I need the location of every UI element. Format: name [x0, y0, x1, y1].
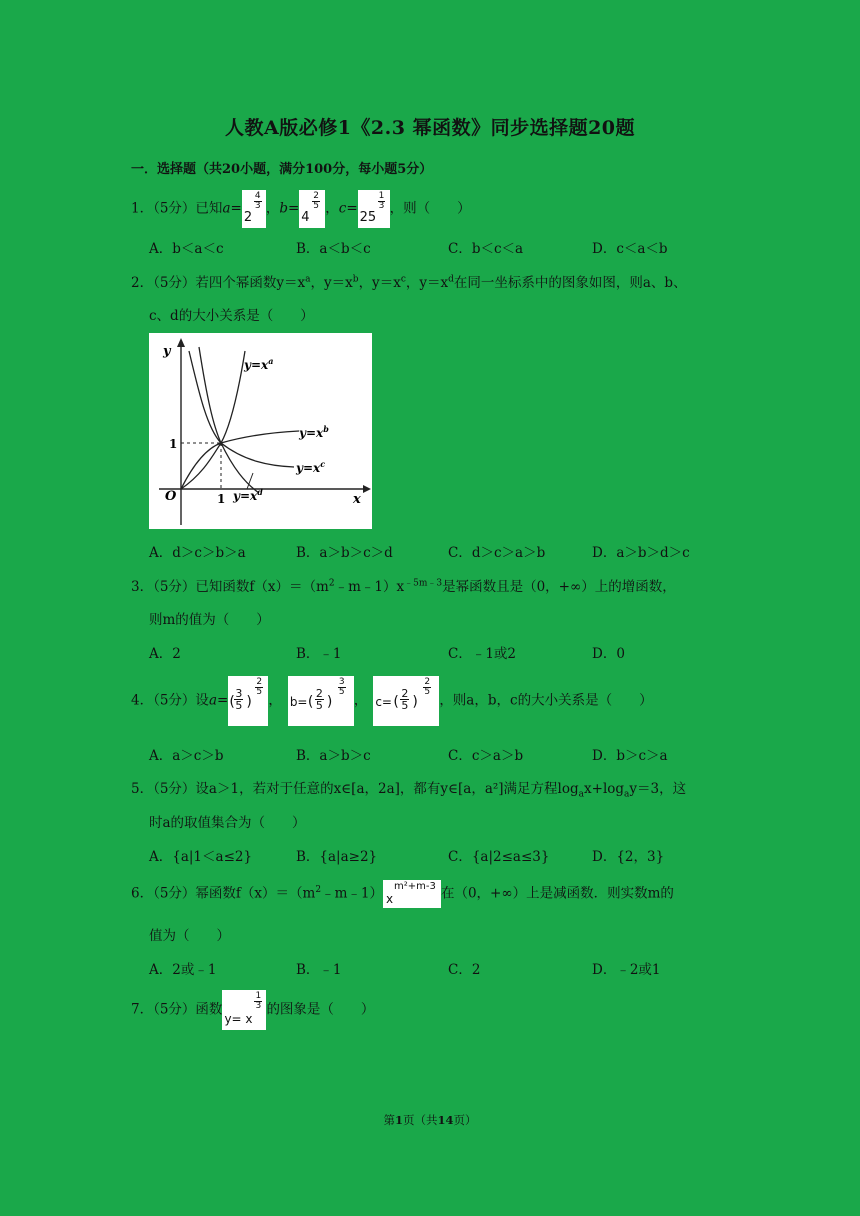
- question-6-line-2: 值为（ ）: [149, 928, 230, 944]
- q5-option-d: D．{2，3}: [592, 849, 665, 865]
- formula-7: y= x $\frac{1}{3}$: [222, 990, 266, 1030]
- q1-option-d: D．c＜a＜b: [592, 241, 668, 257]
- formula-4a: ( $\frac{3}{5}$ ) $\frac{2}{5}$: [228, 676, 268, 726]
- q3-option-a: A．2: [149, 646, 181, 662]
- q2-option-a: A．d＞c＞b＞a: [149, 545, 246, 561]
- question-2-line-1: 2．（5分）若四个幂函数$y=x^a$，$y=x^b$，$y=x^c$，$y=x^d$在同一坐标系中的图象如图，则a、b、: [131, 274, 687, 291]
- q2-option-c: C．d＞c＞a＞b: [448, 545, 546, 561]
- x-axis-arrow: [363, 485, 371, 493]
- question-3-line-1: 3．（5分）已知函数$f(x)=(m^2﹣m﹣1)x^{﹣5m﹣3}$是幂函数且是（0，+∞）上的增函数，: [131, 578, 676, 595]
- q4-option-b: B．a＞b＞c: [296, 748, 371, 764]
- y-one-label: 1: [169, 437, 178, 451]
- graph-svg: [149, 333, 372, 529]
- q1-option-b: B．a＜b＜c: [296, 241, 371, 257]
- q5-option-c: C．{a|2≤a≤3}: [448, 849, 550, 865]
- question-5-line-1: 5．（5分）设a＞1，若对于任意的x∈[a，2a]，都有y∈[a，a²]满足方程$\log_ax+\log_ay=3$，这: [131, 781, 687, 800]
- y-axis-label: y: [163, 344, 171, 359]
- document-title: 人教A版必修1《2.3 幂函数》同步选择题20题: [224, 117, 636, 139]
- question-7: 7．（5分）函数 y= x $\frac{1}{3}$ 的图象是（ ）: [131, 990, 374, 1030]
- curve-b: [181, 431, 299, 489]
- q1-option-c: C．b＜c＜a: [448, 241, 524, 257]
- question-5-line-2: 时a的取值集合为（ ）: [149, 815, 306, 831]
- label-curve-b: $y=x^b$: [299, 424, 329, 440]
- y-axis-arrow: [177, 338, 185, 347]
- q1-option-a: A．b＜a＜c: [149, 241, 224, 257]
- q2-option-d: D．a＞b＞d＞c: [592, 545, 690, 561]
- question-4: 4．（5分）设a= ( $\frac{3}{5}$ ) $\frac{2}{5}$ ， b= ( $\frac{2}{5}$ ) $\frac{3}{5}$ ， c= ( $\frac{2}{5}$ ) $\frac{2}{5}$ ，则a，b，c的大小关系是（ ）: [131, 676, 653, 726]
- q6-option-b: B．﹣1: [296, 962, 342, 978]
- section-heading: 一．选择题（共20小题，满分100分，每小题5分）: [131, 162, 433, 177]
- formula-6: x m²+m-3: [383, 880, 441, 908]
- question-1: 1．（5分）已知a= 2 $\frac{4}{3}$ ，b= 4 $\frac{2}{5}$ ，c= 25 $\frac{1}{3}$ ，则（ ）: [131, 190, 471, 228]
- q4-option-c: C．c＞a＞b: [448, 748, 524, 764]
- q6-option-a: A．2或﹣1: [149, 962, 217, 978]
- origin-label: O: [165, 489, 177, 504]
- page-footer: 第1页（共14页）: [383, 1113, 477, 1127]
- formula-b: 4 $\frac{2}{5}$: [299, 190, 325, 228]
- q5-option-a: A．{a|1＜a≤2}: [149, 849, 253, 865]
- x-one-label: 1: [217, 492, 226, 506]
- label-curve-d: $y=x^d$: [233, 487, 263, 503]
- q6-option-d: D．﹣2或1: [592, 962, 661, 978]
- q6-option-c: C．2: [448, 962, 481, 978]
- q4-option-a: A．a＞c＞b: [149, 748, 224, 764]
- q3-option-c: C．﹣1或2: [448, 646, 517, 662]
- question-2-line-2: c、d的大小关系是（ ）: [149, 308, 314, 324]
- formula-a: 2 $\frac{4}{3}$: [242, 190, 266, 228]
- q4-option-d: D．b＞c＞a: [592, 748, 668, 764]
- q3-option-b: B．﹣1: [296, 646, 342, 662]
- formula-4b: b= ( $\frac{2}{5}$ ) $\frac{3}{5}$: [288, 676, 354, 726]
- question-3-line-2: 则m的值为（ ）: [149, 612, 270, 628]
- x-axis-label: x: [353, 492, 361, 507]
- q2-option-b: B．a＞b＞c＞d: [296, 545, 393, 561]
- formula-c: 25 $\frac{1}{3}$: [358, 190, 390, 228]
- q5-option-b: B．{a|a≥2}: [296, 849, 378, 865]
- label-curve-a: $y=x^a$: [244, 356, 274, 372]
- label-curve-c: $y=x^c$: [296, 459, 326, 475]
- power-function-graph: [149, 333, 372, 529]
- formula-4c: c= ( $\frac{2}{5}$ ) $\frac{2}{5}$: [373, 676, 439, 726]
- q3-option-d: D．0: [592, 646, 625, 662]
- question-6-line-1: 6．（5分）幂函数$f(x)=(m^2﹣m﹣1)$ x m²+m-3 在（0，+∞）上是减函数．则实数m的: [131, 881, 674, 906]
